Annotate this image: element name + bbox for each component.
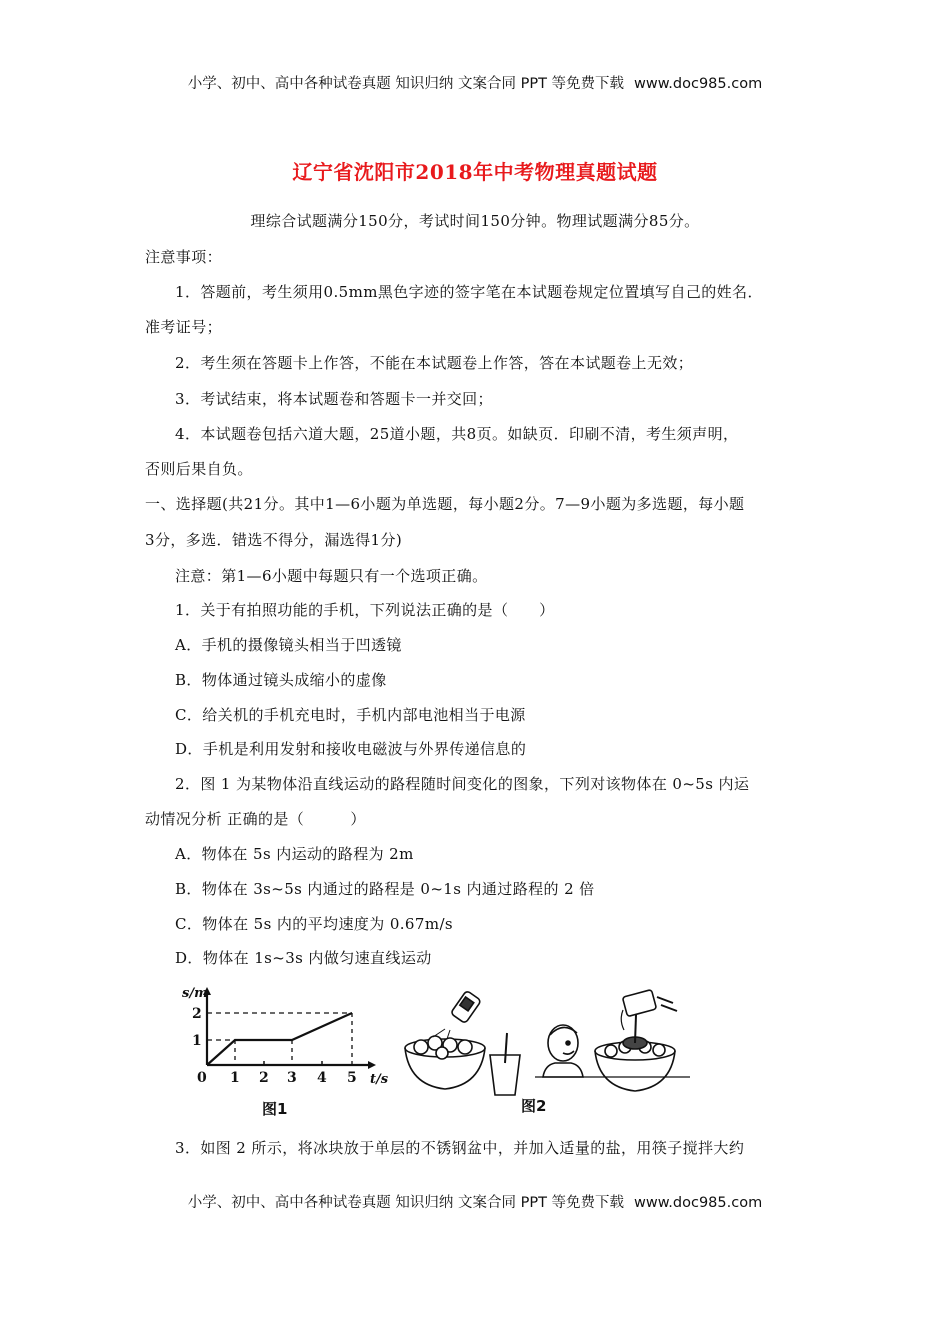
page-header <box>0 72 950 93</box>
q2-option-a: A．物体在 5s 内运动的路程为 2m <box>175 845 414 863</box>
section1-heading: 一、选择题(共21分。其中1—6小题为单选题，每小题2分。7—9小题为多选题，每小题 <box>145 495 745 513</box>
header-site-link[interactable]: www.doc985.com <box>634 76 763 92</box>
q2-stem: 2．图 1 为某物体沿直线运动的路程随时间变化的图象，下列对该物体在 0~5s 内运 <box>175 775 750 793</box>
notice-1: 1．答题前，考生须用0.5mm黑色字迹的签字笔在本试题卷规定位置填写自己的姓名． <box>175 283 763 301</box>
exam-subtitle: 理综合试题满分150分，考试时间150分钟。物理试题满分85分。 <box>250 212 700 230</box>
svg-text:3: 3 <box>287 1070 297 1086</box>
notice-2: 2．考生须在答题卡上作答，不能在本试题卷上作答，答在本试题卷上无效； <box>175 354 694 372</box>
q1-option-b: B．物体通过镜头成缩小的虚像 <box>175 671 387 689</box>
notice-1-cont: 准考证号； <box>145 318 223 336</box>
svg-text:5: 5 <box>347 1070 357 1086</box>
q1-option-d: D．手机是利用发射和接收电磁波与外界传递信息的 <box>175 740 527 758</box>
svg-text:t/s: t/s <box>370 1072 389 1087</box>
q2-option-b: B．物体在 3s~5s 内通过的路程是 0~1s 内通过路程的 2 倍 <box>175 880 595 898</box>
q1-option-a: A．手机的摄像镜头相当于凹透镜 <box>175 636 402 654</box>
q2-option-d: D．物体在 1s~3s 内做匀速直线运动 <box>175 949 432 967</box>
q2-stem-cont: 动情况分析 正确的是（ ） <box>145 810 366 828</box>
page-footer <box>0 1191 950 1212</box>
page-title: 辽宁省沈阳市2018年中考物理真题试题 <box>292 160 658 184</box>
svg-text:0: 0 <box>197 1070 207 1086</box>
q3-stem: 3．如图 2 所示，将冰块放于单层的不锈钢盆中，并加入适量的盐，用筷子搅拌大约 <box>175 1139 745 1157</box>
notice-4-cont: 否则后果自负。 <box>145 460 253 478</box>
notice-3: 3．考试结束，将本试题卷和答题卡一并交回； <box>175 390 493 408</box>
section1-heading-cont: 3分，多选．错选不得分，漏选得1分) <box>145 531 403 549</box>
section1-note: 注意：第1—6小题中每题只有一个选项正确。 <box>175 567 488 585</box>
footer-text: 小学、初中、高中各种试卷真题 知识归纳 文案合同 PPT 等免费下载 <box>187 1195 625 1211</box>
figure-1-caption: 图1 <box>262 1100 288 1118</box>
notice-4: 4．本试题卷包括六道大题，25道小题，共8页。如缺页．印刷不清，考生须声明， <box>175 425 739 443</box>
q1-stem: 1．关于有拍照功能的手机，下列说法正确的是（ ） <box>175 601 555 619</box>
figure-2-caption: 图2 <box>521 1097 547 1115</box>
svg-text:1: 1 <box>192 1033 202 1049</box>
footer-site-link[interactable]: www.doc985.com <box>634 1195 763 1211</box>
svg-text:1: 1 <box>230 1070 240 1086</box>
header-text: 小学、初中、高中各种试卷真题 知识归纳 文案合同 PPT 等免费下载 <box>187 76 625 92</box>
svg-text:2: 2 <box>259 1070 269 1086</box>
q1-option-c: C．给关机的手机充电时，手机内部电池相当于电源 <box>175 706 526 724</box>
svg-text:4: 4 <box>317 1070 327 1086</box>
svg-text:s/m: s/m <box>182 986 208 1001</box>
q2-option-c: C．物体在 5s 内的平均速度为 0.67m/s <box>175 915 453 933</box>
svg-text:2: 2 <box>192 1006 202 1022</box>
notice-heading: 注意事项： <box>145 248 223 266</box>
